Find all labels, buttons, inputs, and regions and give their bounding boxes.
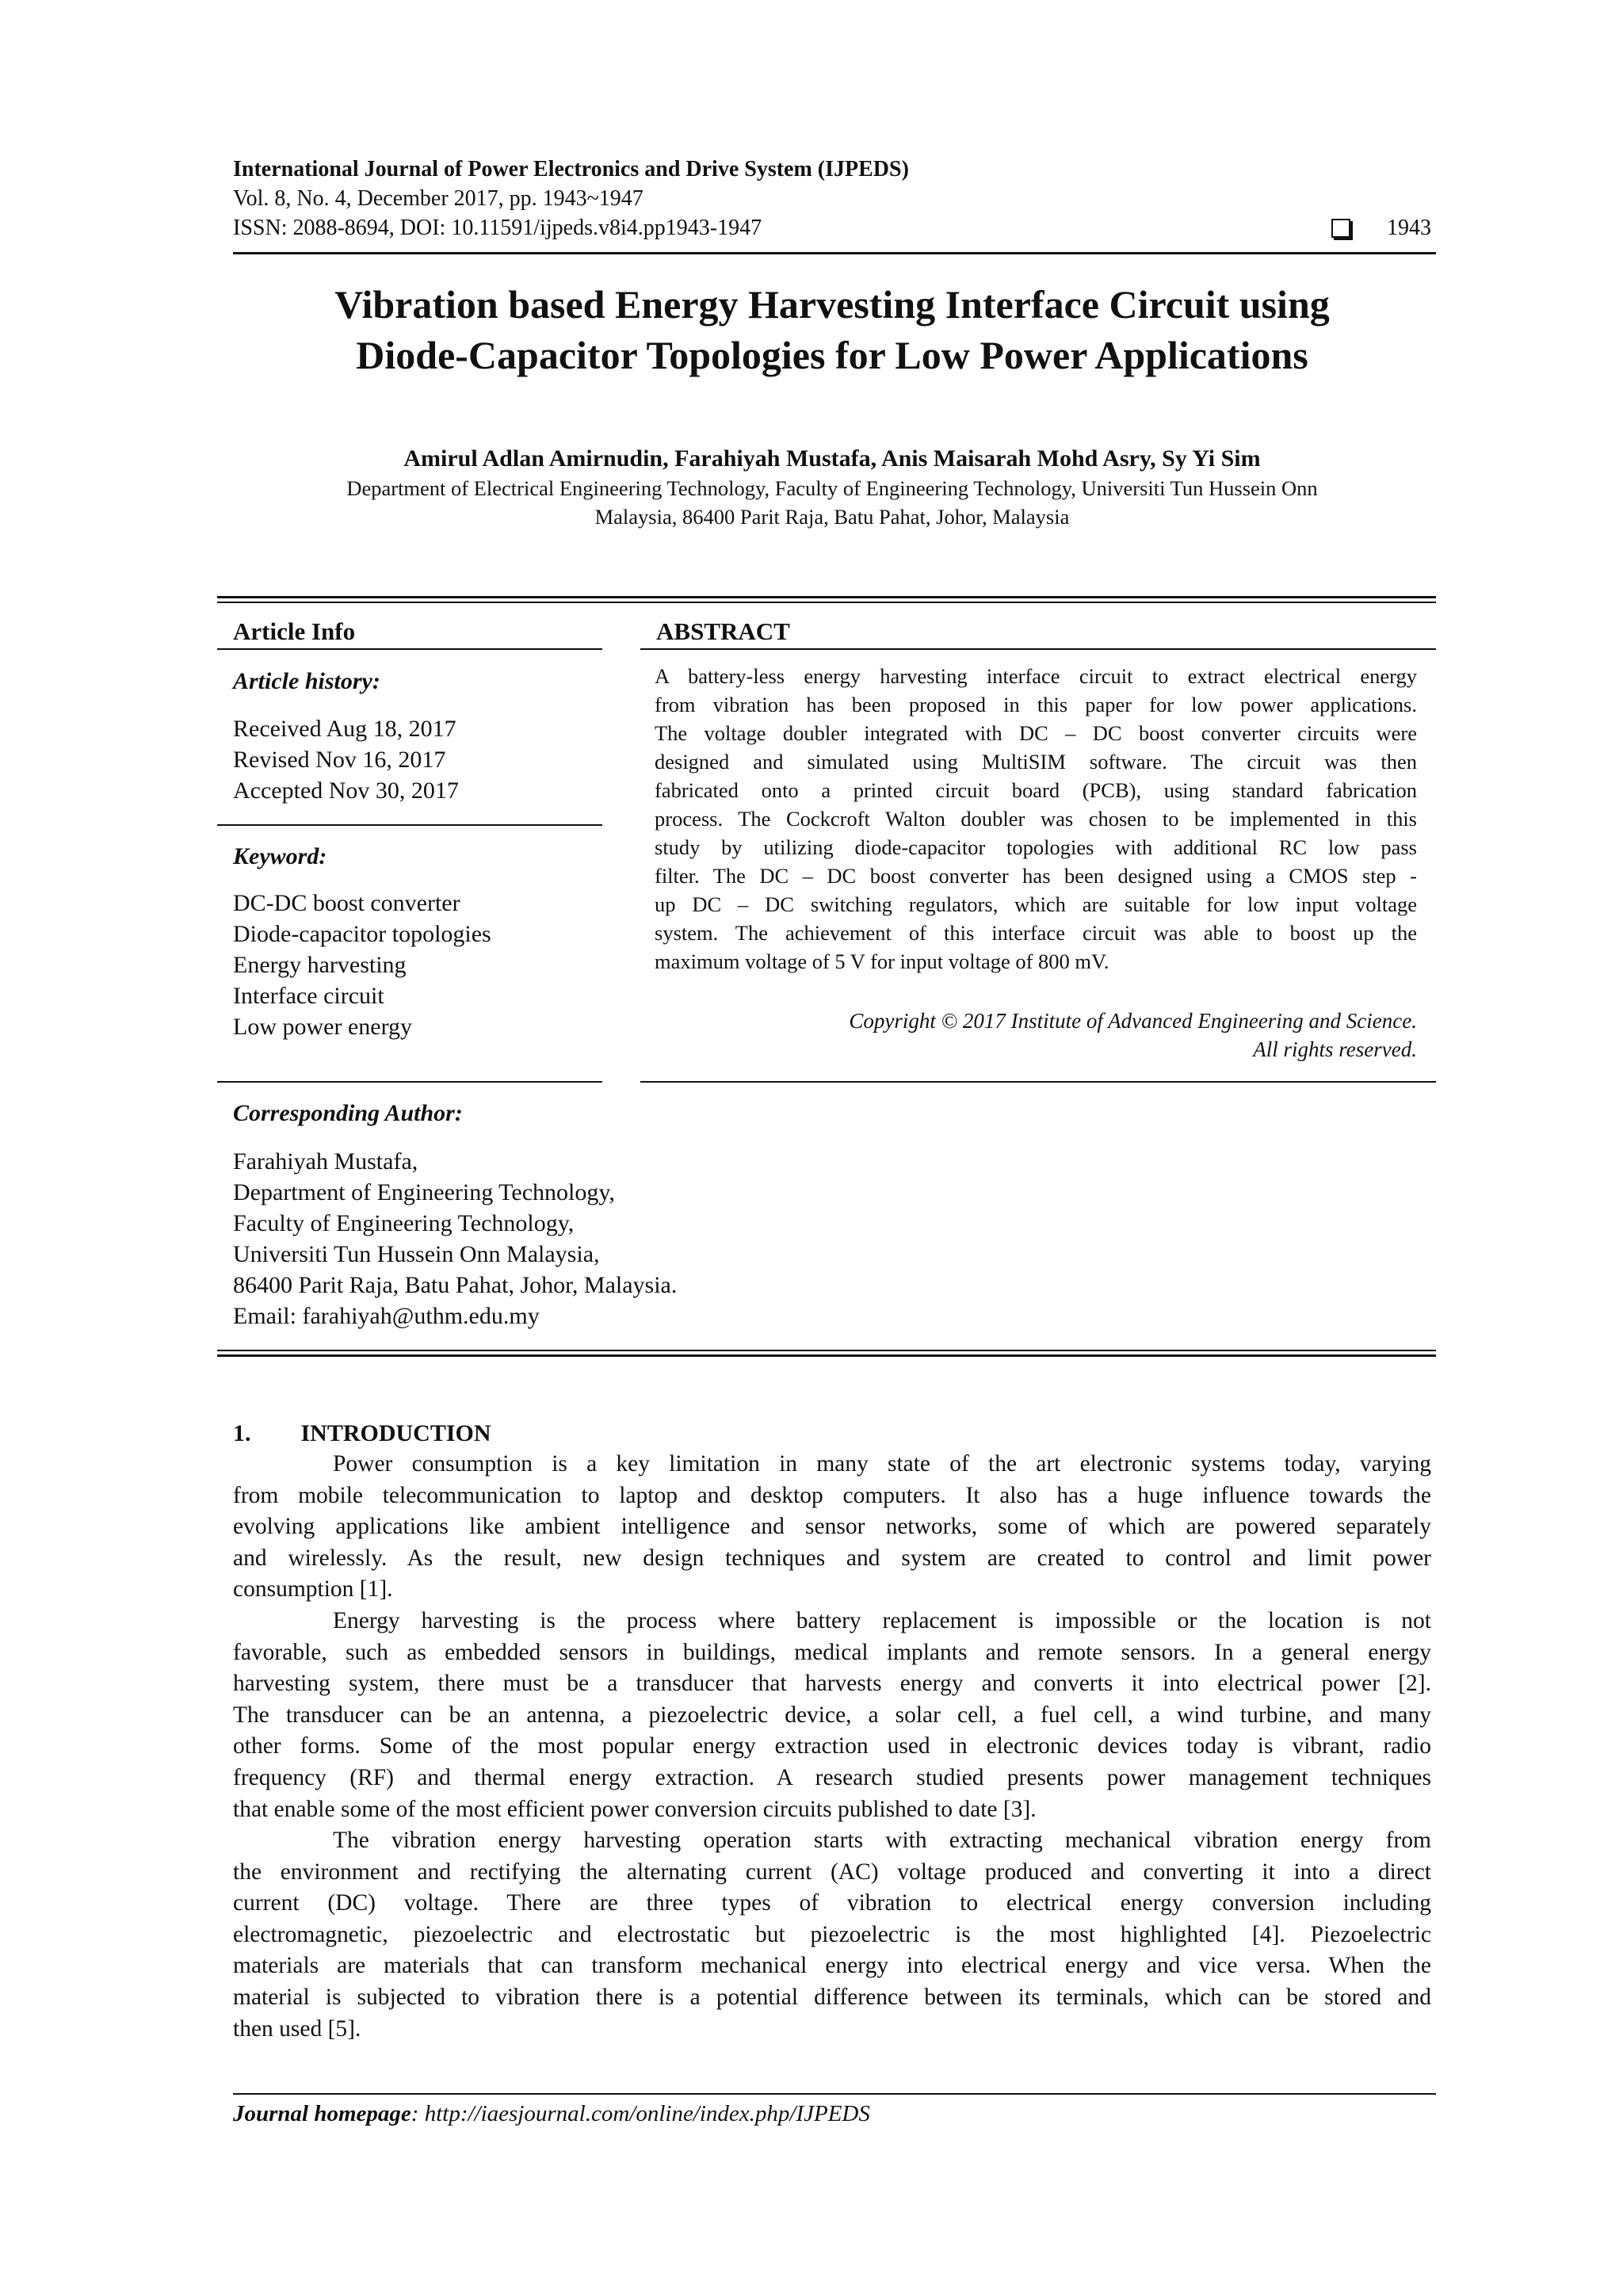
abstract-bottom-rule (640, 1081, 1436, 1083)
abstract-heading: ABSTRACT (656, 617, 790, 645)
paragraph-line: from mobile telecommunication to laptop and desktop computers. It also has a huge influence towards the (233, 1482, 1431, 1508)
paragraph-line: The vibration energy harvesting operation starts with extracting mechanical vibration energy from (333, 1828, 1431, 1853)
intro-paragraph-2 (233, 1606, 1431, 1825)
article-info-bottom-rule (217, 1081, 602, 1083)
rights-reserved: All rights reserved. (1253, 1037, 1417, 1061)
footer-rule (233, 2093, 1436, 2095)
corresponding-line: Department of Engineering Technology, (233, 1179, 615, 1205)
abstract-text (655, 662, 1417, 976)
abstract-line: fabricated onto a printed circuit board (PCB), using standard fabrication (655, 778, 1417, 802)
abstract-line: filter. The DC – DC boost converter has been designed using a CMOS step - (655, 864, 1417, 888)
article-history-heading: Article history: (233, 668, 380, 694)
paragraph-line: The transducer can be an antenna, a piezoelectric device, a solar cell, a fuel cell, a wind turbine, and many (233, 1702, 1431, 1728)
abstract-line: up DC – DC switching regulators, which are suitable for low input voltage (655, 892, 1417, 916)
authors: Amirul Adlan Amirnudin, Farahiyah Mustafa, Anis Maisarah Mohd Asry, Sy Yi Sim (403, 445, 1261, 472)
corresponding-author (233, 1146, 677, 1331)
page-number: 1943 (1387, 216, 1431, 240)
paragraph-line: current (DC) voltage. There are three types of vibration to electrical energy conversion including (233, 1890, 1431, 1916)
paragraph-line: consumption [1]. (233, 1576, 393, 1603)
affiliation (233, 474, 1431, 531)
journal-homepage (233, 2099, 870, 2129)
paragraph-line: harvesting system, there must be a transducer that harvests energy and converts it into electrical power [2]. (233, 1671, 1431, 1697)
intro-title: INTRODUCTION (300, 1420, 491, 1446)
journal-name: International Journal of Power Electronics and Drive System (IJPEDS) (233, 157, 909, 181)
paper-title (233, 279, 1431, 380)
paragraph-line: favorable, such as embedded sensors in buildings, medical implants and remote sensors. In a general energy (233, 1639, 1431, 1665)
intro-heading (233, 1419, 491, 1449)
article-info-heading: Article Info (233, 617, 356, 645)
corresponding-heading: Corresponding Author: (233, 1100, 463, 1126)
abstract-line: The voltage doubler integrated with DC – DC boost converter circuits were (655, 721, 1417, 745)
page-number-group (1331, 214, 1431, 243)
journal-issn: ISSN: 2088-8694, DOI: 10.11591/ijpeds.v8i4.pp1943-1947 (233, 216, 762, 240)
homepage-link[interactable]: http://iaesjournal.com/online/index.php/IJPEDS (424, 2101, 870, 2126)
keyword-heading: Keyword: (233, 843, 327, 869)
history-received: Received Aug 18, 2017 (233, 716, 456, 742)
keyword-rule (217, 824, 602, 826)
paragraph-line: frequency (RF) and thermal energy extraction. A research studied presents power management techniques (233, 1764, 1431, 1790)
keyword-list (233, 888, 491, 1042)
paragraph-line: that enable some of the most efficient power conversion circuits published to date [3]. (233, 1796, 1037, 1822)
paragraph-line: material is subjected to vibration there is a potential difference between its terminals, which can be stored and (233, 1984, 1431, 2010)
title-line-1: Vibration based Energy Harvesting Interface Circuit using (334, 282, 1330, 327)
infobox-bottom-rule-2 (217, 1354, 1436, 1357)
keyword-item: DC-DC boost converter (233, 890, 460, 916)
history-revised: Revised Nov 16, 2017 (233, 747, 446, 773)
paragraph-line: electromagnetic, piezoelectric and electrostatic but piezoelectric is the most highlighted [4]. Piezoelectric (233, 1921, 1431, 1947)
intro-paragraph-3 (233, 1825, 1431, 2045)
header-rule (233, 252, 1436, 254)
paragraph-line: Energy harvesting is the process where battery replacement is impossible or the location is not (333, 1608, 1431, 1633)
intro-number: 1. (233, 1420, 251, 1446)
abstract-line: maximum voltage of 5 V for input voltage of 800 mV. (655, 949, 1109, 973)
checkbox-square-icon (1331, 219, 1350, 238)
article-history (233, 713, 459, 806)
abstract-rule (640, 648, 1436, 650)
history-accepted: Accepted Nov 30, 2017 (233, 777, 459, 804)
corresponding-line: Email: farahiyah@uthm.edu.my (233, 1303, 540, 1329)
affiliation-line-1: Department of Electrical Engineering Technology, Faculty of Engineering Technology, Universiti Tun Hussein Onn (346, 476, 1318, 500)
journal-volume: Vol. 8, No. 4, December 2017, pp. 1943~1947 (233, 186, 643, 211)
infobox-top-rule (217, 596, 1436, 598)
homepage-colon: : (411, 2101, 425, 2126)
abstract-line: from vibration has been proposed in this paper for low power applications. (655, 693, 1417, 716)
paragraph-line: materials are materials that can transform mechanical energy into electrical energy and vice versa. When the (233, 1953, 1431, 1979)
intro-paragraph-1 (233, 1449, 1431, 1606)
paragraph-line: the environment and rectifying the alternating current (AC) voltage produced and converting it into a direct (233, 1859, 1431, 1885)
infobox-top-rule-2 (217, 602, 1436, 603)
homepage-label: Journal homepage (233, 2101, 411, 2126)
abstract-line: designed and simulated using MultiSIM software. The circuit was then (655, 750, 1417, 774)
article-info-rule (217, 648, 602, 650)
corresponding-line: Farahiyah Mustafa, (233, 1148, 418, 1175)
keyword-item: Diode-capacitor topologies (233, 921, 491, 947)
corresponding-line: 86400 Parit Raja, Batu Pahat, Johor, Malaysia. (233, 1272, 678, 1298)
affiliation-line-2: Malaysia, 86400 Parit Raja, Batu Pahat, Johor, Malaysia (594, 505, 1070, 529)
keyword-item: Energy harvesting (233, 952, 407, 978)
keyword-item: Interface circuit (233, 983, 384, 1009)
abstract-line: A battery-less energy harvesting interface circuit to extract electrical energy (655, 664, 1417, 688)
copyright-line: Copyright © 2017 Institute of Advanced Engineering and Science. (849, 1009, 1417, 1033)
keyword-item: Low power energy (233, 1014, 413, 1040)
paragraph-line: and wirelessly. As the result, new design techniques and system are created to control and limit power (233, 1545, 1431, 1571)
corresponding-line: Universiti Tun Hussein Onn Malaysia, (233, 1241, 600, 1267)
paragraph-line: other forms. Some of the most popular energy extraction used in electronic devices today is vibrant, radio (233, 1733, 1431, 1759)
abstract-line: system. The achievement of this interface circuit was able to boost up the (655, 921, 1417, 945)
abstract-line: process. The Cockcroft Walton doubler was chosen to be implemented in this (655, 807, 1417, 831)
paragraph-line: evolving applications like ambient intelligence and sensor networks, some of which are powered separately (233, 1514, 1431, 1540)
abstract-line: study by utilizing diode-capacitor topologies with additional RC low pass (655, 835, 1417, 859)
title-line-2: Diode-Capacitor Topologies for Low Power Applications (356, 333, 1308, 377)
corresponding-line: Faculty of Engineering Technology, (233, 1210, 575, 1236)
paragraph-line: Power consumption is a key limitation in many state of the art electronic systems today, varying (333, 1451, 1431, 1477)
paragraph-line: then used [5]. (233, 2015, 361, 2042)
infobox-bottom-rule (217, 1350, 1436, 1351)
